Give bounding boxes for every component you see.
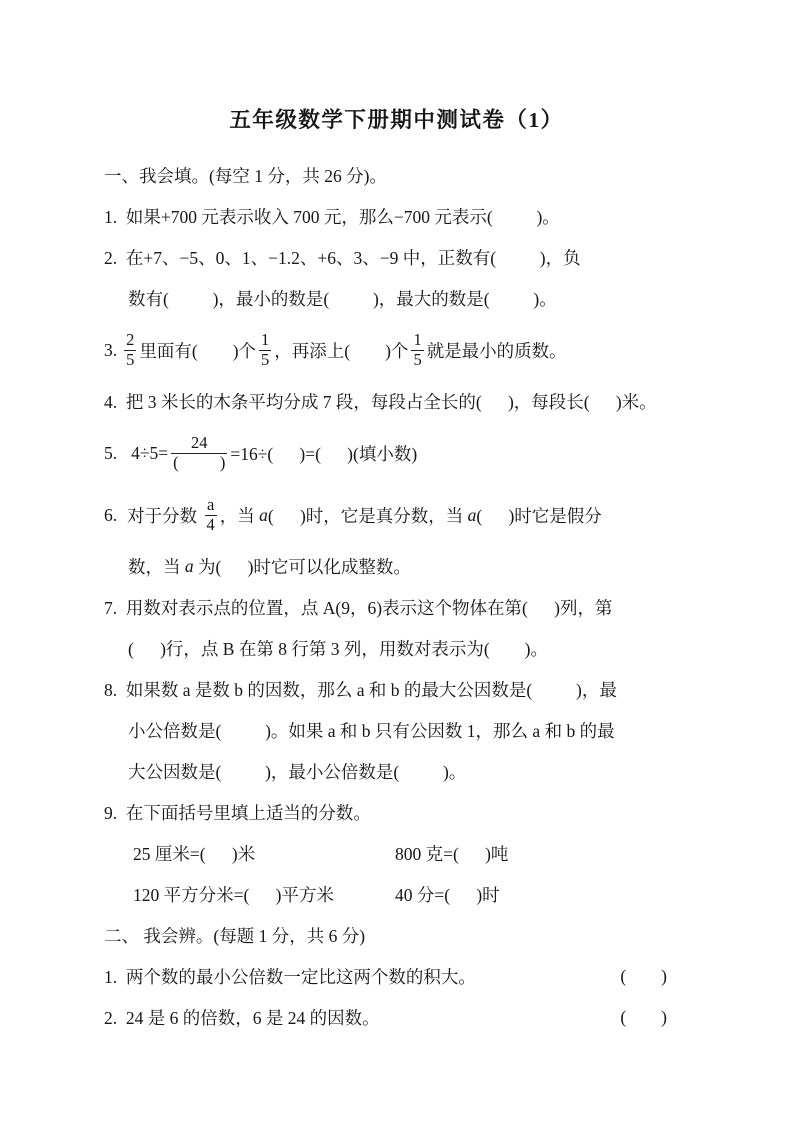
question-6-text-2: ，当 — [219, 505, 260, 526]
question-3-number: 3. — [104, 339, 118, 360]
variable-a: a — [259, 504, 268, 525]
fraction-a-over-4: $\frac{a}{4}$ — [206, 495, 215, 534]
judge-question-1 — [104, 956, 695, 997]
conversion-cm-to-m: 25 厘米=( )米 — [133, 844, 256, 864]
fraction-two-fifths: $\frac{2}{5}$ — [126, 330, 135, 369]
fraction-one-fifth-a: $\frac{1}{5}$ — [261, 330, 270, 369]
question-5-text-2: =16÷( )=( )(填小数) — [230, 443, 418, 464]
question-9-heading: 9. 在下面括号里填上适当的分数。 — [104, 803, 371, 823]
section1-heading: 一、我会填。(每空 1 分，共 26 分)。 — [104, 166, 387, 186]
question-4: 4. 把 3 米长的木条平均分成 7 段，每段占全长的( )，每段长( )米。 — [104, 392, 657, 412]
variable-a: a — [184, 556, 194, 576]
conversion-sqdm-to-sqm: 120 平方分米=( )平方米 — [133, 885, 334, 905]
question-7-line-2: ( )行，点 B 在第 8 行第 3 列，用数对表示为( )。 — [128, 639, 548, 659]
question-8-line-2: 小公倍数是( )。如果 a 和 b 只有公因数 1，那么 a 和 b 的最 — [128, 721, 615, 741]
paper-body — [0, 155, 793, 1038]
judge-question-2-text: 2. 24 是 6 的倍数，6 是 24 的因数。 — [104, 1008, 380, 1028]
variable-a: a — [467, 504, 477, 525]
section2-heading: 二、 我会辨。(每题 1 分，共 6 分) — [104, 926, 366, 946]
question-9-row-2 — [104, 874, 695, 915]
question-6-number: 6. — [104, 504, 118, 525]
judge-question-1-text: 1. 两个数的最小公倍数一定比这两个数的积大。 — [104, 967, 476, 987]
fraction-one-fifth-b: $\frac{1}{5}$ — [413, 330, 422, 369]
judge-question-1-answer-blank: ( ) — [620, 966, 667, 986]
question-3 — [104, 319, 695, 381]
conversion-min-to-h: 40 分=( )时 — [395, 885, 500, 905]
question-2-line-2: 数有( )，最小的数是( )，最大的数是( )。 — [128, 289, 557, 309]
judge-question-2 — [104, 997, 695, 1038]
question-6-text-3: ( )时，它是真分数，当 — [267, 505, 468, 526]
question-6-line-1 — [104, 484, 695, 546]
question-8-line-3: 大公因数是( )，最小公倍数是( )。 — [128, 762, 467, 782]
question-8-line-1: 8. 如果数 a 是数 b 的因数，那么 a 和 b 的最大公因数是( )，最 — [104, 680, 617, 700]
question-6-text-4: ( )时它是假分 — [476, 505, 602, 526]
question-6-line2-text-1: 数，当 — [128, 557, 185, 577]
question-5 — [104, 422, 695, 484]
paper-title: 五年级数学下册期中测试卷（1） — [229, 108, 564, 132]
conversion-g-to-t: 800 克=( )吨 — [395, 844, 509, 864]
question-3-text-3: 就是最小的质数。 — [426, 340, 567, 361]
question-1: 1. 如果+700 元表示收入 700 元，那么−700 元表示( )。 — [104, 207, 560, 227]
judge-question-2-answer-blank: ( ) — [620, 1007, 667, 1027]
question-5-number: 5. — [104, 442, 118, 463]
fraction-24-over-blank: $\frac{24}{( )}$ — [173, 433, 226, 472]
question-6-text-1: 对于分数 — [127, 505, 202, 526]
question-2-line-1: 2. 在+7、−5、0、1、−1.2、+6、3、−9 中，正数有( )，负 — [104, 248, 581, 268]
question-3-text-2: ，再添上( )个 — [274, 340, 409, 361]
question-6-line-2 — [104, 546, 695, 587]
question-3-text-1: 里面有( )个 — [139, 340, 257, 361]
question-7-line-1: 7. 用数对表示点的位置，点 A(9，6)表示这个物体在第( )列，第 — [104, 598, 613, 618]
question-6-line2-text-2: 为( )时它可以化成整数。 — [193, 557, 411, 577]
question-9-row-1 — [104, 833, 695, 874]
question-5-text-1: 4÷5= — [131, 442, 169, 463]
